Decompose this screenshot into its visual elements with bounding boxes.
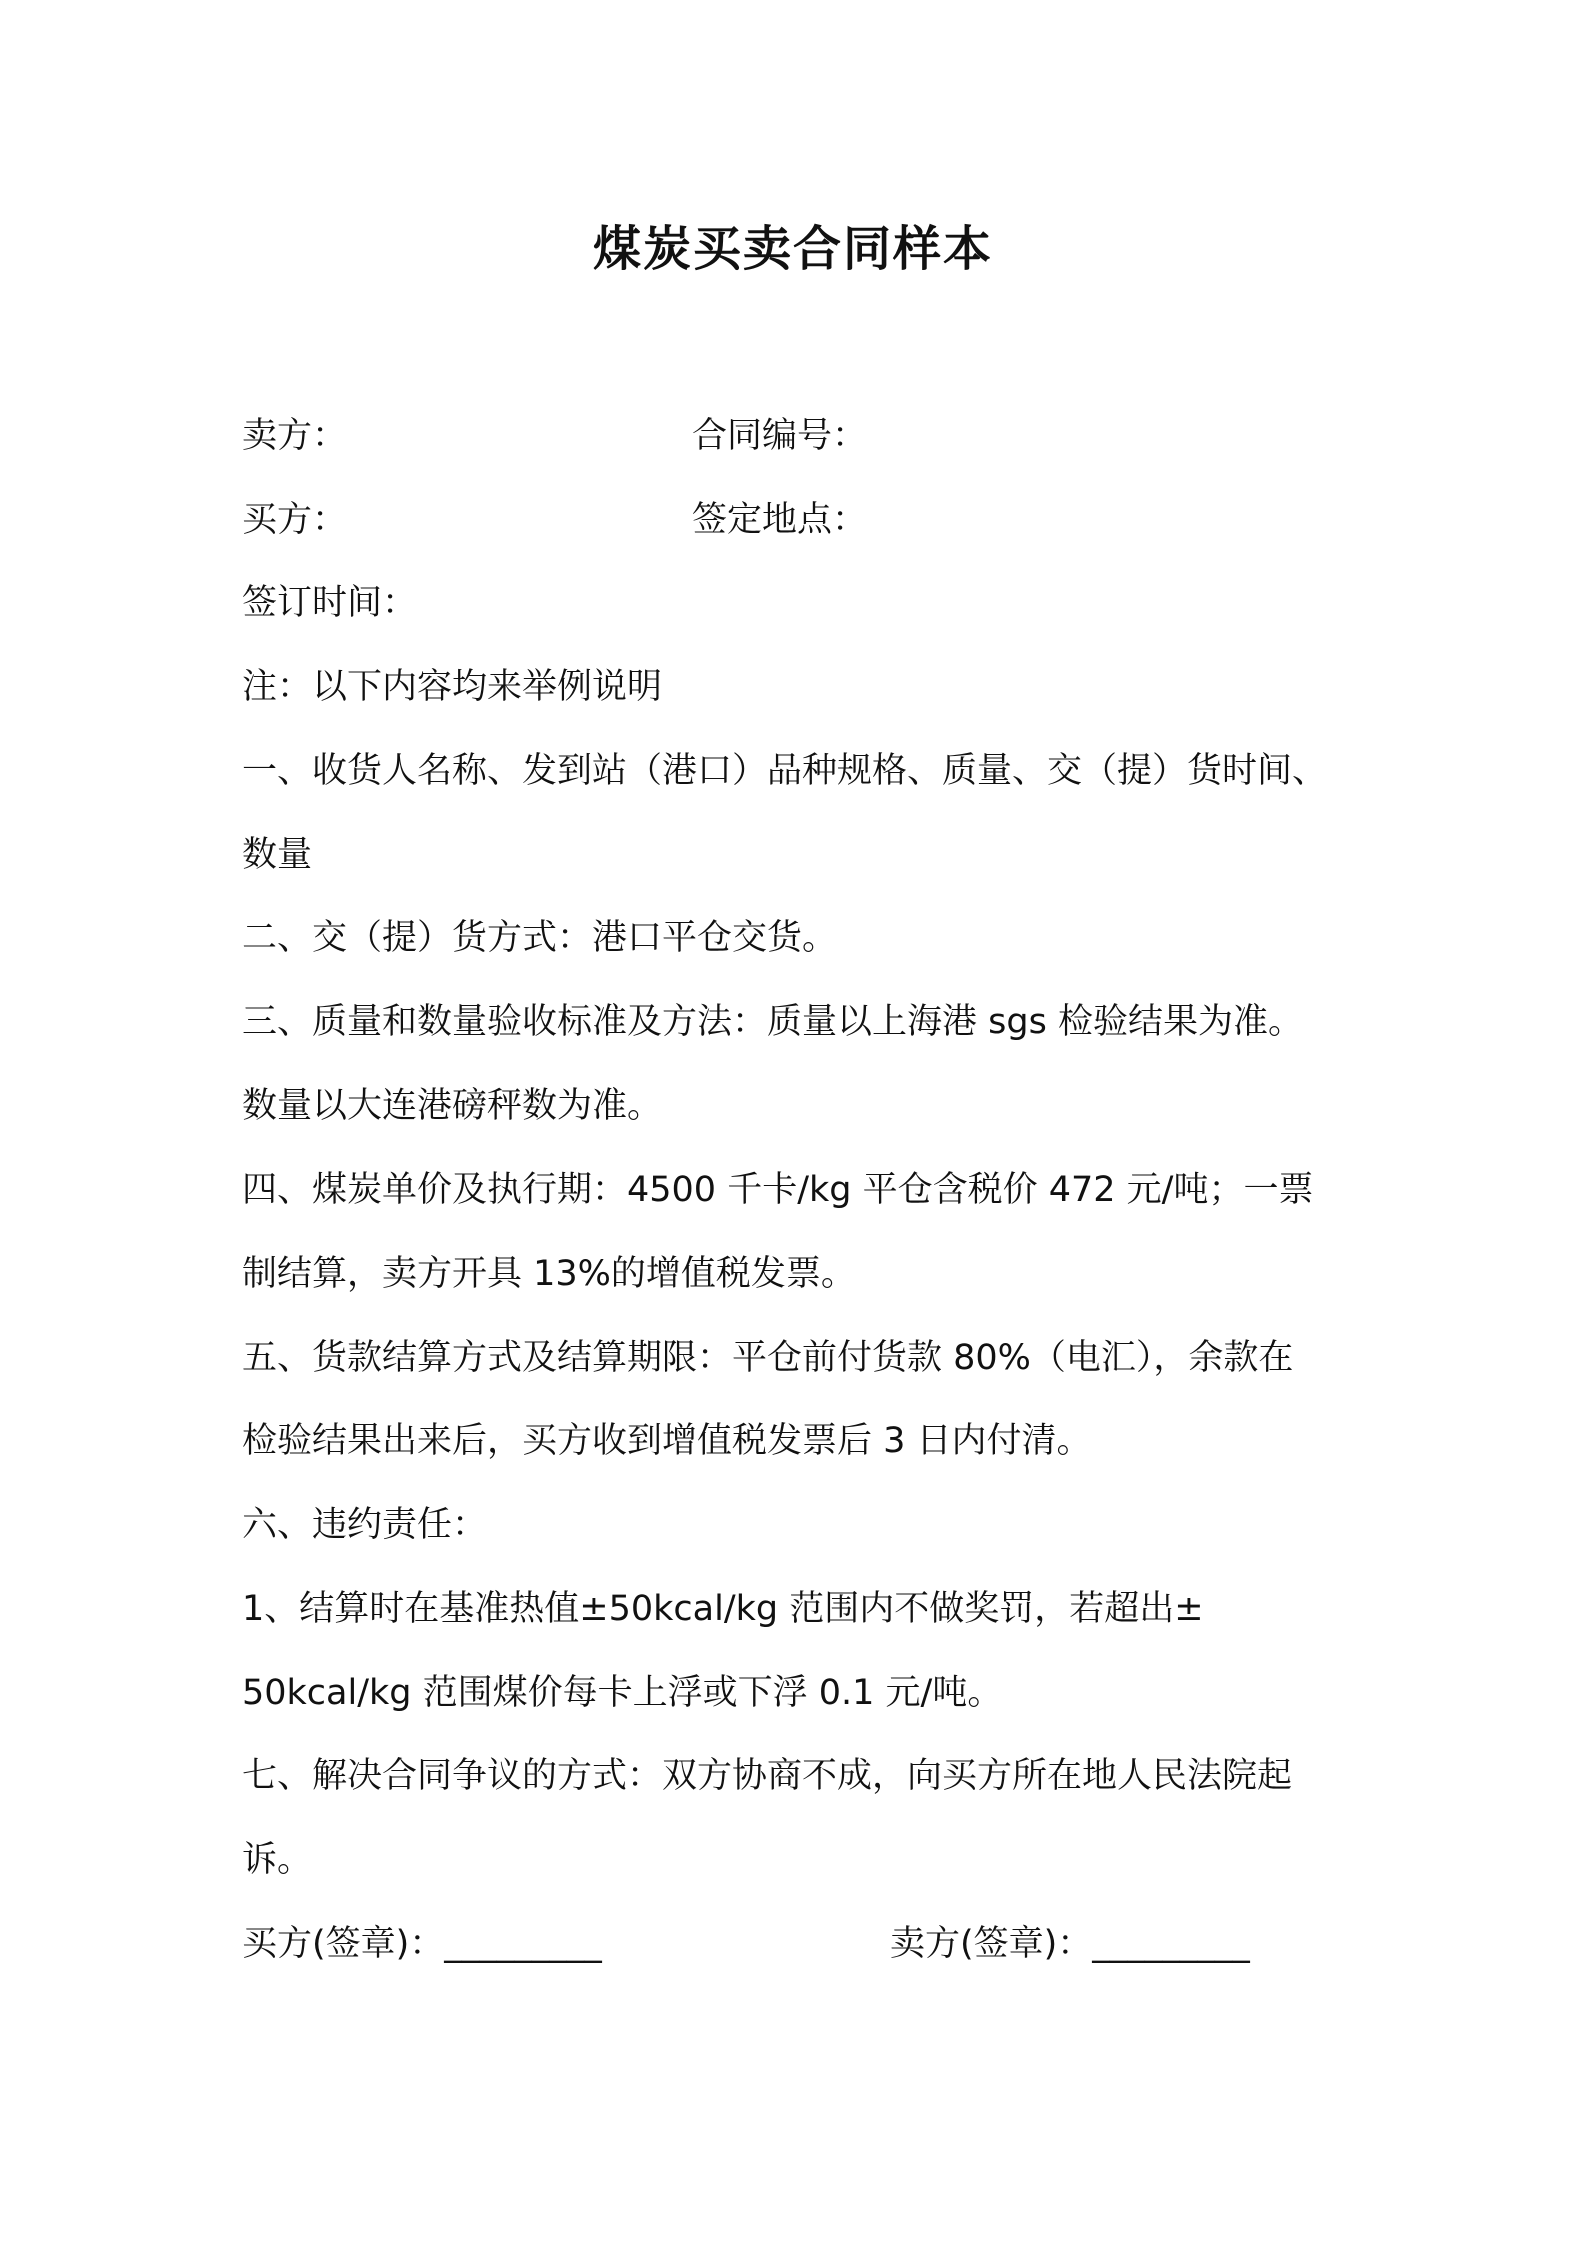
signing-time-label: 签订时间：	[242, 583, 418, 623]
clause-6-item-1-line-2: 50kcal/kg 范围煤价每卡上浮或下浮 0.1 元/吨。	[242, 1673, 1003, 1713]
contract-number-label: 合同编号：	[692, 416, 868, 456]
note-text: 注：以下内容均来举例说明	[242, 667, 663, 707]
buyer-signature-line: 买方(签章)：_________	[242, 1924, 602, 1964]
document-title: 煤炭买卖合同样本	[592, 221, 993, 277]
clause-4-line-1: 四、煤炭单价及执行期：4500 千卡/kg 平仓含税价 472 元/吨；一票	[242, 1170, 1314, 1210]
clause-5-line-1: 五、货款结算方式及结算期限：平仓前付货款 80%（电汇），余款在	[242, 1338, 1294, 1378]
clause-1-line-1: 一、收货人名称、发到站（港口）品种规格、质量、交（提）货时间、	[242, 751, 1328, 791]
clause-4-line-2: 制结算，卖方开具 13%的增值税发票。	[242, 1254, 856, 1294]
clause-1-line-2: 数量	[242, 835, 313, 875]
clause-3-line-2: 数量以大连港磅秤数为准。	[242, 1086, 663, 1126]
clause-6-item-1-line-1: 1、结算时在基准热值±50kcal/kg 范围内不做奖罚，若超出±	[242, 1589, 1204, 1629]
clause-3-line-1: 三、质量和数量验收标准及方法：质量以上海港 sgs 检验结果为准。	[242, 1002, 1303, 1042]
clause-2-line-1: 二、交（提）货方式：港口平仓交货。	[242, 918, 838, 958]
clause-6-heading: 六、违约责任：	[242, 1505, 488, 1545]
signing-place-label: 签定地点：	[692, 500, 868, 540]
clause-7-line-1: 七、解决合同争议的方式：双方协商不成，向买方所在地人民法院起	[242, 1756, 1293, 1796]
clause-7-line-2: 诉。	[242, 1840, 313, 1880]
seller-signature-line: 卖方(签章)：_________	[890, 1924, 1250, 1964]
clause-5-line-2: 检验结果出来后，买方收到增值税发票后 3 日内付清。	[242, 1421, 1092, 1461]
buyer-label: 买方：	[242, 500, 348, 540]
seller-label: 卖方：	[242, 416, 348, 456]
